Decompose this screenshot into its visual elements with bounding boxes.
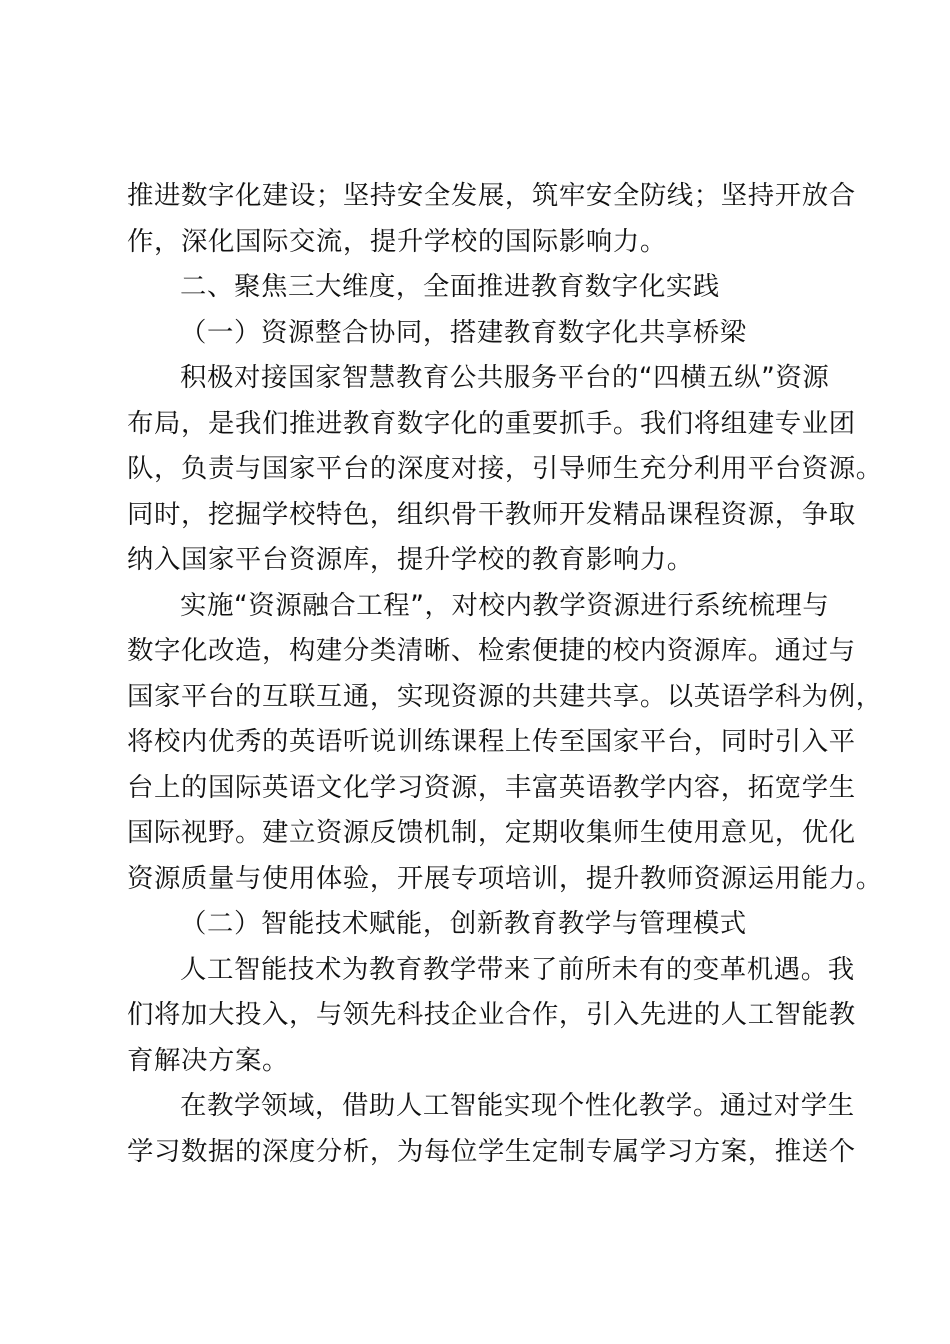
text-line: 作，深化国际交流，提升学校的国际影响力。	[127, 225, 667, 257]
text-line: 积极对接国家智慧教育公共服务平台的“四横五纵”资源	[180, 362, 830, 393]
text-line: 台上的国际英语文化学习资源，丰富英语教学内容，拓宽学生	[127, 771, 856, 803]
text-line: 学习数据的深度分析，为每位学生定制专属学习方案，推送个	[127, 1135, 856, 1167]
text-line: 国家平台的互联互通，实现资源的共建共享。以英语学科为例，	[127, 680, 883, 712]
text-line: 育解决方案。	[127, 1044, 289, 1076]
text-line: 实施“资源融合工程”，对校内教学资源进行系统梳理与	[180, 589, 830, 621]
text-line: （一）资源整合协同，搭建教育数字化共享桥梁	[180, 316, 747, 348]
text-line: 将校内优秀的英语听说训练课程上传至国家平台，同时引入平	[127, 726, 856, 757]
text-line: 数字化改造，构建分类清晰、检索便捷的校内资源库。通过与	[127, 635, 856, 666]
text-line: 们将加大投入，与领先科技企业合作，引入先进的人工智能教	[127, 999, 856, 1030]
text-line: 人工智能技术为教育教学带来了前所未有的变革机遇。我	[180, 953, 855, 985]
document-body	[127, 173, 883, 1174]
text-line: 推进数字化建设；坚持安全发展，筑牢安全防线；坚持开放合	[127, 180, 856, 211]
text-line: 二、聚焦三大维度，全面推进教育数字化实践	[180, 271, 720, 302]
text-line: 布局，是我们推进教育数字化的重要抓手。我们将组建专业团	[127, 407, 856, 439]
text-line: （二）智能技术赋能，创新教育教学与管理模式	[180, 908, 747, 939]
text-line: 国际视野。建立资源反馈机制，定期收集师生使用意见，优化	[127, 817, 856, 848]
text-line: 队，负责与国家平台的深度对接，引导师生充分利用平台资源。	[127, 453, 883, 484]
text-line: 同时，挖掘学校特色，组织骨干教师开发精品课程资源，争取	[127, 498, 856, 530]
text-line: 在教学领域，借助人工智能实现个性化教学。通过对学生	[180, 1090, 855, 1121]
text-line: 资源质量与使用体验，开展专项培训，提升教师资源运用能力。	[127, 862, 883, 894]
text-line: 纳入国家平台资源库，提升学校的教育影响力。	[127, 544, 694, 575]
